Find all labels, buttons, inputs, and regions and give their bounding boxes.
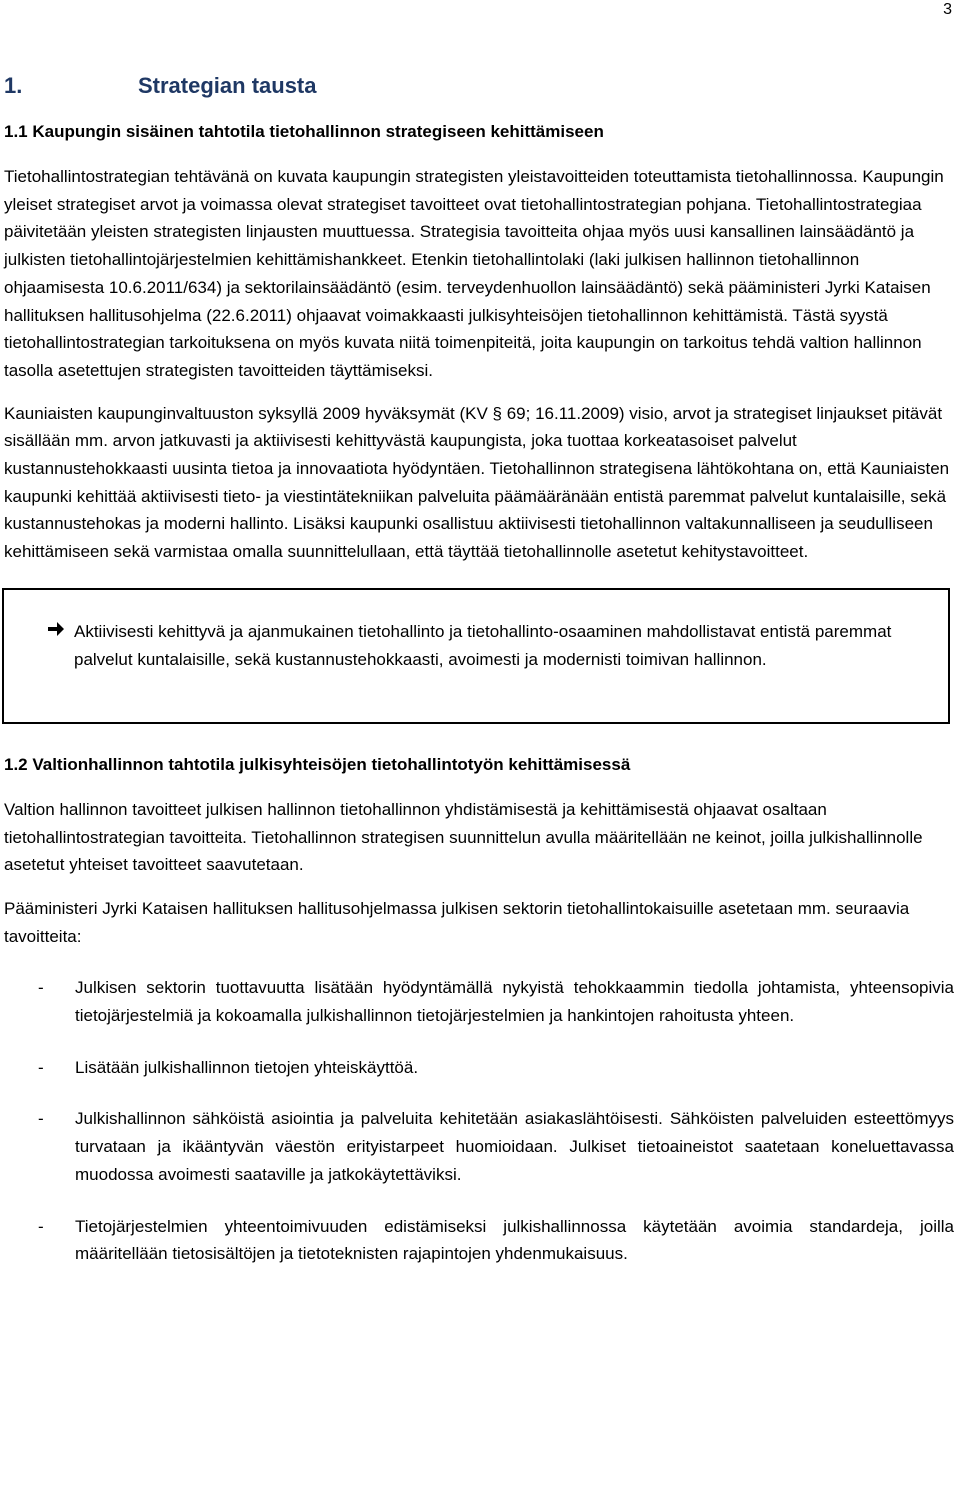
document-body	[4, 72, 954, 1268]
section-1-1-paragraph-2: Kauniaisten kaupunginvaltuuston syksyllä 2009 hyväksymät (KV § 69; 16.11.2009) visio, arvot ja strategiset linjaukset pitävät sisällään mm. arvon jatkuvasti ja aktiivisesti kehittyvästä kaupungista, joka tuottaa korkeatasoiset palvelut kustannustehokkaasti uusinta tietoa ja innovaatiota hyödyntäen. Tietohallinnon strategisena lähtökohtana on, että Kauniaisten kaupunki kehittää aktiivisesti tieto- ja viestintätekniikan palveluita päämääränään entistä paremmat palvelut kuntalaisille, sekä kustannustehokas ja moderni hallinto. Lisäksi kaupunki osallistuu aktiivisesti tietohallinnon valtakunnalliseen ja seudulliseen kehittämiseen sekä varmistaa omalla suunnittelullaan, että täyttää tietohallinnolle asetetut kehitystavoitteet.	[4, 403, 950, 562]
section-1-title: Strategian tausta	[138, 73, 317, 98]
page-number: 3	[943, 1, 952, 18]
callout-text: Aktiivisesti kehittyvä ja ajanmukainen tietohallinto ja tietohallinto-osaaminen mahdollistavat entistä paremmat palvelut kuntalaisille, sekä kustannustehokkaasti, avoimesti ja modernisti toimivan hallinnon.	[74, 621, 892, 669]
dash-bullet: -	[38, 978, 44, 998]
goal-text: Julkishallinnon sähköistä asiointia ja palveluita kehitetään asiakaslähtöisesti. Sähköisten palveluiden esteettömyys turvataan ja ikääntyvän väestön erityistarpeet huomioidaan. Julkiset tietoaineistot saatetaan koneluettavassa muodossa avoimesti saataville ja jatkokäytettäviksi.	[75, 1109, 954, 1184]
goal-text: Lisätään julkishallinnon tietojen yhteiskäyttöä.	[75, 1057, 419, 1077]
section-1-number: 1.	[4, 73, 23, 98]
goal-text: Tietojärjestelmien yhteentoimivuuden edistämiseksi julkishallinnossa käytetään avoimia standardeja, joilla määritellään tietosisältöjen ja tietoteknisten rajapintojen yhdenmukaisuus.	[75, 1216, 954, 1264]
section-1-1-heading: 1.1 Kaupungin sisäinen tahtotila tietohallinnon strategiseen kehittämiseen	[4, 122, 604, 141]
section-1-1-paragraph-1: Tietohallintostrategian tehtävänä on kuvata kaupungin strategisten yleistavoitteiden toteuttamista tietohallinnossa. Kaupungin yleiset strategiset arvot ja voimassa olevat strategiset tavoitteet ovat tietohallintostrategian pohjana. Tietohallintostrategiaa päivitetään yleisten strategisten linjausten muuttuessa. Strategisia tavoitteita ohjaa myös uusi kansallinen lainsäädäntö ja julkisten tietohallintojärjestelmien kehittämishankkeet. Etenkin tietohallintolaki (laki julkisen hallinnon tietohallinnon ohjaamisesta 10.6.2011/634) ja sektorilainsäädäntö (esim. terveydenhuollon lainsäädäntö) sekä pääministeri Jyrki Kataisen hallituksen hallitusohjelma (22.6.2011) ohjaavat voimakkaasti julkisyhteisöjen tietohallinnon kehittämistä. Tästä syystä tietohallintostrategian tarkoituksena on myös kuvata niitä toimenpiteitä, joita kaupungin on tarkoitus tehdä valtion hallinnon tasolla asetettujen strategisten tavoitteiden täyttämiseksi.	[4, 167, 944, 380]
section-1-2-paragraph-2: Pääministeri Jyrki Kataisen hallituksen hallitusohjelmassa julkisen sektorin tietohallintokaisuille asetetaan mm. seuraavia tavoitteita:	[4, 898, 910, 946]
section-1-2-paragraph-1: Valtion hallinnon tavoitteet julkisen hallinnon tietohallinnon yhdistämisestä ja kehittämisestä ohjaavat osaltaan tietohallintostrategian tavoitteita. Tietohallinnon strategisen suunnittelun avulla määritellään ne keinot, joilla julkishallinnolle asetetut yhteiset tavoitteet saavutetaan.	[4, 799, 923, 875]
section-1-heading	[4, 72, 954, 100]
list-item	[4, 1105, 954, 1188]
list-item	[4, 1054, 954, 1082]
dash-bullet: -	[38, 1109, 44, 1129]
dash-bullet: -	[38, 1216, 44, 1236]
dash-bullet: -	[38, 1057, 44, 1077]
list-item	[4, 1213, 954, 1268]
list-item	[4, 974, 954, 1029]
goal-text: Julkisen sektorin tuottavuutta lisätään hyödyntämällä nykyistä tehokkaammin tiedolla johtamista, yhteensopivia tietojärjestelmiä ja kokoamalla julkishallinnon tietojärjestelmien ja hankintojen rahoitusta yhteen.	[75, 978, 954, 1026]
goals-list	[4, 974, 954, 1268]
callout-box	[2, 588, 950, 724]
right-arrow-icon	[48, 621, 64, 641]
section-1-2-heading: 1.2 Valtionhallinnon tahtotila julkisyhteisöjen tietohallintotyön kehittämisessä	[4, 754, 631, 774]
